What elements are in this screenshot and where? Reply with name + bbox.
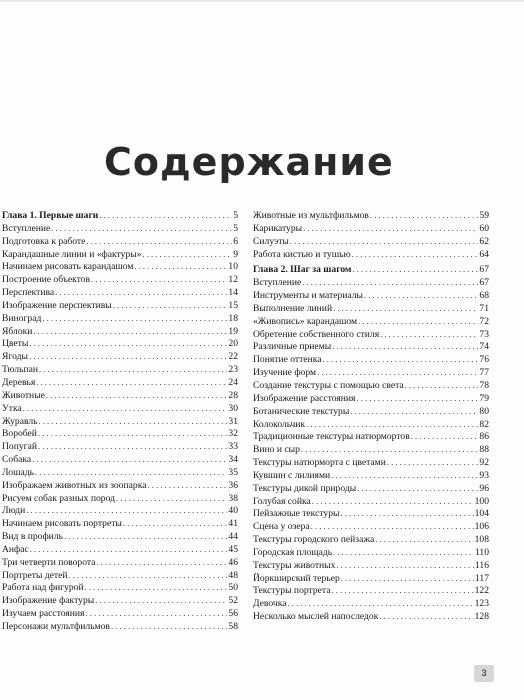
toc-entry-page: 40 — [228, 505, 238, 517]
toc-entry — [253, 418, 489, 431]
toc-entry — [2, 299, 238, 312]
toc-entry-page: 76 — [479, 354, 489, 366]
toc-entry — [253, 559, 489, 572]
toc-entry — [253, 495, 489, 508]
toc-entry-title: Выполнение линий — [253, 302, 333, 314]
toc-entry-title: Ягоды — [2, 351, 28, 363]
toc-entry-page: 88 — [479, 444, 489, 456]
toc-entry — [2, 363, 238, 376]
dot-leader — [370, 209, 478, 222]
dot-leader — [379, 610, 473, 623]
toc-entry-page: 41 — [228, 518, 238, 530]
toc-entry-page: 12 — [228, 274, 238, 286]
toc-entry-page: 60 — [479, 222, 489, 234]
toc-entry — [2, 260, 238, 273]
toc-entry — [2, 427, 238, 440]
toc-entry-title: Портреты детей — [2, 569, 68, 581]
toc-entry-title: Карандашные линии и «фактуры» — [2, 248, 142, 260]
toc-entry-page: 117 — [474, 572, 489, 584]
toc-entry-page: 82 — [479, 418, 489, 430]
dot-leader — [69, 569, 228, 582]
dot-leader — [86, 235, 232, 248]
toc-entry — [253, 248, 489, 261]
dot-leader — [36, 376, 227, 389]
toc-entry — [253, 302, 489, 315]
dot-leader — [341, 572, 474, 585]
toc-entry-title: Люди — [2, 505, 26, 517]
toc-entry — [2, 517, 238, 530]
toc-entry-title: Изучение форм — [253, 367, 317, 379]
dot-leader — [340, 507, 473, 520]
toc-entry-title: Понятие оттенка — [253, 354, 322, 366]
toc-entry-page: 10 — [228, 261, 238, 273]
toc-entry-title: Вид в профиль — [2, 531, 63, 543]
dot-leader — [96, 556, 227, 569]
toc-entry-page: 128 — [474, 611, 489, 623]
toc-entry-page: 5 — [233, 222, 238, 234]
toc-entry-title: Изучаем расстояния — [2, 608, 85, 620]
toc-entry-title: Животные — [2, 389, 45, 401]
dot-leader — [113, 299, 228, 312]
chapter-heading: Глава 2. Шаг за шагом — [253, 264, 352, 276]
toc-entry-page: 9 — [233, 248, 238, 260]
dot-leader — [331, 469, 478, 482]
toc-entry — [2, 235, 238, 248]
toc-entry-title: Девочка — [253, 598, 287, 610]
toc-entry-page: 45 — [228, 543, 238, 555]
toc-entry-title: Утка — [2, 402, 22, 414]
toc-entry-title: Йоркширский терьер — [253, 572, 340, 584]
toc-entry-title: Построение объектов — [2, 274, 91, 286]
toc-entry-title: Анфас — [2, 543, 29, 555]
toc-entry-page: 100 — [474, 495, 489, 507]
toc-entry-title: Сцена у озера — [253, 521, 310, 533]
toc-entry-title: Журавль — [2, 415, 38, 427]
dot-leader — [116, 492, 227, 505]
toc-entry-page: 19 — [228, 325, 238, 337]
toc-entry-title: Изображение расстояния — [253, 392, 356, 404]
dot-leader — [380, 328, 478, 341]
toc-entry — [2, 581, 238, 594]
toc-entry-title: Создание текстуры с помощью света — [253, 379, 404, 391]
toc-entry — [253, 366, 489, 379]
toc-entry — [2, 440, 238, 453]
dot-leader — [356, 392, 478, 405]
toc-entry — [253, 597, 489, 610]
toc-entry — [2, 325, 238, 338]
toc-entry-page: 93 — [479, 469, 489, 481]
toc-entry-title: Текстуры животных — [253, 559, 336, 571]
dot-leader — [42, 312, 227, 325]
toc-entry-title: Текстуры натюрморта с цветами — [253, 457, 386, 469]
toc-entry-title: Кувшин с лилиями — [253, 469, 331, 481]
toc-entry-page: 48 — [228, 569, 238, 581]
toc-entry-page: 46 — [228, 556, 238, 568]
dot-leader — [364, 289, 478, 302]
toc-entry — [253, 584, 489, 597]
toc-entry — [253, 276, 489, 289]
dot-leader — [29, 337, 227, 350]
toc-entry — [2, 530, 238, 543]
dot-leader — [134, 260, 227, 273]
toc-entry — [2, 620, 238, 633]
toc-entry-title: Вступление — [2, 222, 51, 234]
toc-entry — [2, 350, 238, 363]
toc-entry — [253, 315, 489, 328]
dot-leader — [99, 209, 232, 222]
toc-entry-title: Изображение фактуры — [2, 595, 95, 607]
toc-entry-title: Колокольчик — [253, 418, 306, 430]
dot-leader — [333, 546, 474, 559]
dot-leader — [352, 263, 478, 276]
toc-entry-title: Обретение собственного стиля — [253, 328, 380, 340]
toc-entry — [2, 209, 238, 222]
dot-leader — [148, 479, 228, 492]
dot-leader — [336, 559, 474, 572]
toc-entry-title: Три четверти поворота — [2, 556, 96, 568]
toc-entry-title: Животные из мультфильмов — [253, 210, 369, 221]
toc-entry — [253, 443, 489, 456]
dot-leader — [142, 248, 232, 261]
toc-entry-page: 96 — [479, 482, 489, 494]
page-top-edge — [0, 0, 524, 2]
toc-entry-page: 5 — [233, 210, 238, 221]
toc-entry-title: Изображаем животных из зоопарка — [2, 479, 147, 491]
toc-column-left — [2, 209, 238, 633]
toc-entry — [2, 504, 238, 517]
dot-leader — [357, 482, 478, 495]
toc-entry-page: 77 — [479, 367, 489, 379]
toc-entry-page: 122 — [474, 585, 489, 597]
toc-entry-title: Силуэты — [253, 235, 289, 247]
toc-entry-title: Ботанические текстуры — [253, 405, 350, 417]
toc-entry-title: Карикатуры — [253, 222, 303, 234]
dot-leader — [352, 248, 479, 261]
dot-leader — [85, 581, 228, 594]
toc-entry-page: 123 — [474, 598, 489, 610]
toc-entry — [253, 209, 489, 222]
toc-entry — [253, 379, 489, 392]
toc-entry — [253, 405, 489, 418]
toc-entry-page: 59 — [479, 210, 489, 221]
dot-leader — [302, 276, 478, 289]
toc-entry-page: 18 — [228, 312, 238, 324]
toc-entry-page: 6 — [233, 235, 238, 247]
toc-entry-title: Рисуем собак разных пород — [2, 492, 116, 504]
toc-entry-page: 108 — [474, 534, 489, 546]
toc-entry-title: Голубая сойка — [253, 495, 311, 507]
toc-entry — [2, 607, 238, 620]
toc-entry-page: 80 — [479, 405, 489, 417]
toc-entry-title: Изображение перспективы — [2, 299, 112, 311]
dot-leader — [32, 453, 227, 466]
toc-entry — [253, 610, 489, 623]
toc-entry-title: Начинаем рисовать карандашом — [2, 261, 134, 273]
dot-leader — [358, 315, 478, 328]
dot-leader — [39, 363, 227, 376]
toc-entry-page: 52 — [228, 595, 238, 607]
toc-entry — [253, 572, 489, 585]
dot-leader — [375, 533, 473, 546]
toc-entry-page: 31 — [228, 415, 238, 427]
toc-entry-title: Работа кистью и тушью — [253, 248, 351, 260]
toc-entry — [2, 286, 238, 299]
toc-entry — [253, 235, 489, 248]
toc-entry — [253, 392, 489, 405]
dot-leader — [350, 405, 478, 418]
toc-entry — [2, 543, 238, 556]
toc-entry-page: 50 — [228, 582, 238, 594]
toc-entry-page: 86 — [479, 431, 489, 443]
toc-entry — [253, 533, 489, 546]
dot-leader — [301, 443, 479, 456]
toc-entry — [2, 594, 238, 607]
toc-entry-page: 72 — [479, 315, 489, 327]
toc-entry-page: 32 — [228, 428, 238, 440]
toc-entry-page: 24 — [228, 376, 238, 388]
dot-leader — [322, 353, 478, 366]
dot-leader — [38, 427, 227, 440]
dot-leader — [51, 222, 232, 235]
toc-entry — [253, 520, 489, 533]
toc-entry-page: 34 — [228, 454, 238, 466]
toc-entry-page: 44 — [228, 531, 238, 543]
toc-entry — [253, 263, 489, 276]
toc-entry-title: Персонажи мультфильмов — [2, 621, 110, 632]
toc-entry-page: 79 — [479, 392, 489, 404]
dot-leader — [303, 222, 478, 235]
toc-entry-page: 20 — [228, 338, 238, 350]
toc-entry-title: Вино и сыр — [253, 444, 300, 456]
dot-leader — [331, 584, 473, 597]
dot-leader — [64, 530, 227, 543]
dot-leader — [411, 430, 479, 443]
toc-entry — [2, 312, 238, 325]
toc-entry-title: Инструменты и материалы — [253, 290, 363, 302]
toc-entry — [253, 222, 489, 235]
toc-entry-page: 28 — [228, 389, 238, 401]
toc-entry-page: 22 — [228, 351, 238, 363]
toc-entry — [2, 453, 238, 466]
toc-entry-page: 23 — [228, 364, 238, 376]
toc-column-right — [253, 209, 489, 623]
toc-entry-page: 78 — [479, 379, 489, 391]
toc-entry — [253, 340, 489, 353]
toc-entry-page: 67 — [479, 277, 489, 289]
toc-entry-page: 106 — [474, 521, 489, 533]
toc-entry — [2, 273, 238, 286]
toc-entry-page: 110 — [474, 546, 489, 558]
dot-leader — [85, 607, 227, 620]
toc-entry-page: 73 — [479, 328, 489, 340]
toc-entry-title: Текстуры городского пейзажа — [253, 534, 375, 546]
dot-leader — [95, 594, 227, 607]
toc-entry-title: Различные приемы — [253, 341, 332, 353]
toc-entry-title: Текстуры портрета — [253, 585, 331, 597]
dot-leader — [317, 366, 478, 379]
toc-entry — [253, 430, 489, 443]
toc-entry-page: 30 — [228, 402, 238, 414]
toc-entry-page: 58 — [228, 621, 238, 632]
toc-entry-title: Начинаем рисовать портреты — [2, 518, 122, 530]
toc-entry-page: 15 — [228, 299, 238, 311]
toc-entry-title: Виноград — [2, 312, 42, 324]
toc-entry-page: 35 — [228, 466, 238, 478]
dot-leader — [311, 520, 474, 533]
toc-entry-page: 64 — [479, 248, 489, 260]
toc-entry-page: 33 — [228, 441, 238, 453]
toc-entry-title: Текстуры дикой природы — [253, 482, 357, 494]
dot-leader — [91, 273, 227, 286]
toc-entry-title: Лошадь — [2, 466, 34, 478]
page-title: Содержание — [104, 140, 394, 184]
toc-entry-title: Подготовка к работе — [2, 235, 86, 247]
toc-entry — [253, 328, 489, 341]
toc-entry-title: Пейзажные текстуры — [253, 508, 340, 520]
dot-leader — [306, 418, 478, 431]
dot-leader — [39, 415, 228, 428]
dot-leader — [29, 350, 227, 363]
dot-leader — [55, 286, 227, 299]
toc-entry-page: 38 — [228, 492, 238, 504]
toc-entry-title: Попугай — [2, 441, 37, 453]
toc-entry-title: Цветы — [2, 338, 29, 350]
dot-leader — [405, 379, 479, 392]
toc-entry-page: 116 — [474, 559, 489, 571]
toc-entry — [2, 492, 238, 505]
toc-entry — [253, 482, 489, 495]
toc-entry-page: 67 — [479, 264, 489, 276]
toc-entry — [2, 376, 238, 389]
toc-entry — [2, 222, 238, 235]
toc-entry-page: 56 — [228, 608, 238, 620]
toc-entry-page: 36 — [228, 479, 238, 491]
toc-entry-page: 71 — [479, 302, 489, 314]
dot-leader — [33, 325, 227, 338]
toc-entry-title: Воробей — [2, 428, 37, 440]
toc-entry-title: Городская площадь — [253, 546, 333, 558]
dot-leader — [30, 543, 228, 556]
dot-leader — [35, 466, 227, 479]
toc-entry — [2, 415, 238, 428]
toc-entry — [2, 466, 238, 479]
dot-leader — [290, 235, 479, 248]
toc-entry-page: 74 — [479, 341, 489, 353]
toc-entry — [2, 569, 238, 582]
dot-leader — [46, 389, 228, 402]
dot-leader — [332, 340, 478, 353]
toc-entry-title: Традиционные текстуры натюрмортов — [253, 431, 410, 443]
toc-entry — [2, 248, 238, 261]
dot-leader — [23, 402, 228, 415]
dot-leader — [38, 440, 227, 453]
toc-entry-page: 62 — [479, 235, 489, 247]
toc-entry — [2, 556, 238, 569]
toc-entry — [2, 389, 238, 402]
toc-entry — [253, 507, 489, 520]
toc-entry — [253, 456, 489, 469]
toc-entry-page: 104 — [474, 508, 489, 520]
toc-entry — [2, 337, 238, 350]
toc-entry — [253, 469, 489, 482]
toc-entry-page: 92 — [479, 457, 489, 469]
chapter-heading: Глава 1. Первые шаги — [2, 210, 99, 221]
dot-leader — [387, 456, 479, 469]
toc-entry-title: Несколько мыслей напоследок — [253, 611, 379, 623]
dot-leader — [312, 495, 474, 508]
dot-leader — [123, 517, 228, 530]
toc-entry — [253, 289, 489, 302]
dot-leader — [111, 620, 227, 633]
page-number: 3 — [474, 665, 494, 682]
dot-leader — [288, 597, 474, 610]
toc-entry-title: Вступление — [253, 277, 302, 289]
toc-entry-page: 14 — [228, 287, 238, 299]
toc-entry-title: Яблоки — [2, 325, 33, 337]
toc-entry-title: Деревья — [2, 376, 36, 388]
toc-entry — [253, 353, 489, 366]
toc-entry-title: Собака — [2, 454, 32, 466]
toc-entry-title: Перспектива — [2, 287, 55, 299]
dot-leader — [26, 504, 227, 517]
toc-entry-title: «Живопись» карандашом — [253, 315, 358, 327]
toc-entry — [2, 479, 238, 492]
toc-entry — [2, 402, 238, 415]
toc-entry-title: Работа над фигурой — [2, 582, 84, 594]
toc-entry — [253, 546, 489, 559]
dot-leader — [333, 302, 478, 315]
toc-entry-page: 68 — [479, 290, 489, 302]
toc-entry-title: Тюльпан — [2, 364, 38, 376]
